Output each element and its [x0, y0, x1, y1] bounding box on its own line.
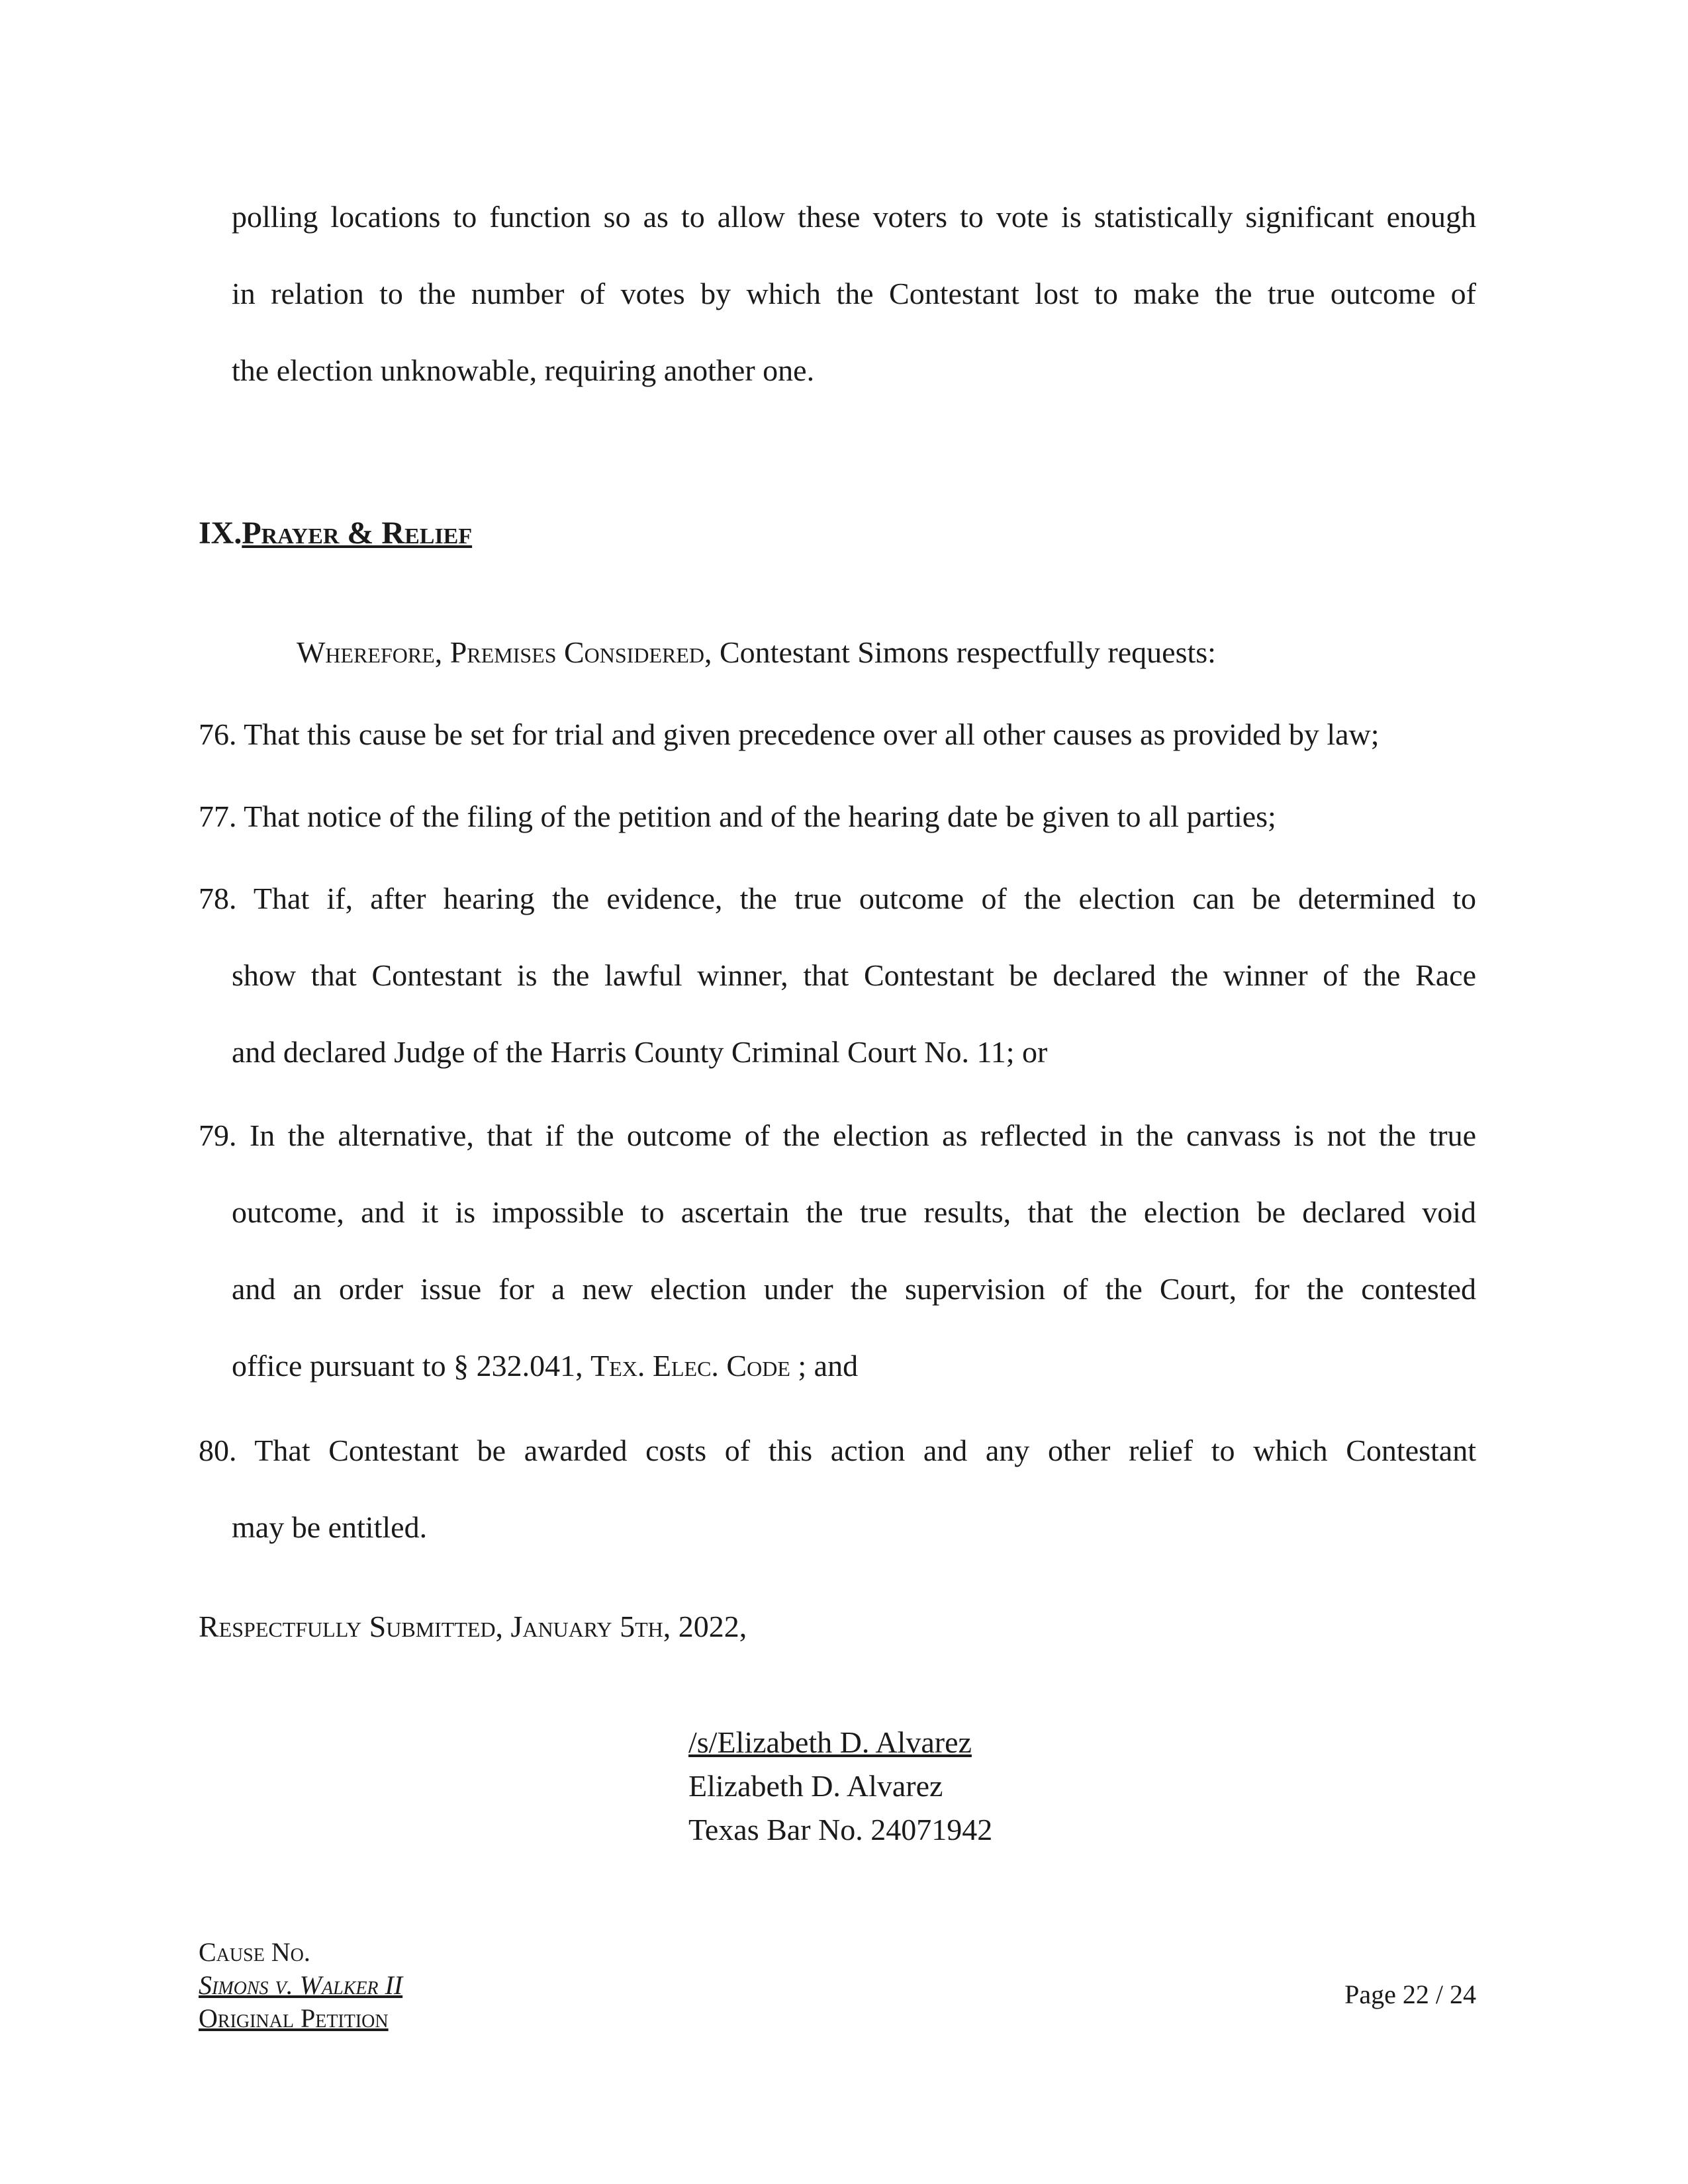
list-item	[199, 1097, 1476, 1404]
list-item	[199, 1412, 1476, 1566]
intro-line	[297, 614, 1216, 691]
item-first-line	[199, 860, 1476, 937]
closing-rest: , 2022,	[663, 1610, 747, 1643]
item-number: 80.	[199, 1433, 237, 1467]
list-item	[199, 696, 1476, 773]
item-first-line	[199, 1412, 1476, 1489]
closing-line	[199, 1588, 747, 1665]
item-line: That Contestant be awarded costs of this action and any other relief to which Contestant	[254, 1433, 1476, 1467]
item-line-after: ; and	[790, 1349, 859, 1383]
section-title: Prayer & Relief	[242, 516, 473, 551]
item-line: That this cause be set for trial and given precedence over all other causes as provided by law;	[244, 717, 1380, 751]
footer	[199, 1936, 402, 2035]
page-number: Page 22 / 24	[1344, 1979, 1476, 2009]
section-number: IX.	[199, 516, 242, 551]
continuation-line: the election unknowable, requiring another one.	[232, 353, 815, 387]
list-item	[199, 860, 1476, 1091]
item-number: 79.	[199, 1118, 237, 1152]
signature-block	[688, 1721, 992, 1852]
item-line: show that Contestant is the lawful winner, that Contestant be declared the winner of the Race	[232, 958, 1476, 992]
item-line-before: office pursuant to § 232.041,	[232, 1349, 591, 1383]
statute-citation: Tex. Elec. Code	[590, 1349, 790, 1383]
signature-line: /s/Elizabeth D. Alvarez	[688, 1725, 972, 1759]
item-first-line	[199, 1097, 1476, 1174]
item-line: and declared Judge of the Harris County Criminal Court No. 11; or	[232, 1035, 1048, 1069]
cause-number: Cause No.	[199, 1937, 310, 1967]
item-last-line	[232, 1328, 1476, 1404]
case-name: Simons v. Walker II	[199, 1970, 403, 2000]
section-heading	[199, 515, 472, 551]
signer-name: Elizabeth D. Alvarez	[688, 1769, 943, 1803]
item-line: outcome, and it is impossible to ascertain the true results, that the election be declared void	[232, 1195, 1476, 1229]
item-number: 76.	[199, 717, 237, 751]
item-number: 78.	[199, 882, 237, 915]
continuation-line: polling locations to function so as to allow these voters to vote is statistically significant enough	[232, 200, 1476, 234]
continuation-paragraph	[232, 179, 1476, 409]
item-line: and an order issue for a new election under the supervision of the Court, for the contested	[232, 1272, 1476, 1306]
closing-prefix: Respectfully Submitted, January 5th	[199, 1610, 663, 1643]
bar-number: Texas Bar No. 24071942	[688, 1813, 993, 1846]
item-number: 77.	[199, 799, 237, 833]
item-line: That notice of the filing of the petition and of the hearing date be given to all parties;	[244, 799, 1276, 833]
item-line: In the alternative, that if the outcome of the election as reflected in the canvass is not the true	[249, 1118, 1476, 1152]
list-item	[199, 778, 1476, 855]
item-line: That if, after hearing the evidence, the true outcome of the election can be determined to	[253, 882, 1476, 915]
document-title: Original Petition	[199, 2003, 389, 2033]
continuation-line: in relation to the number of votes by which the Contestant lost to make the true outcome of	[232, 277, 1476, 310]
item-line: may be entitled.	[232, 1510, 428, 1544]
intro-prefix: Wherefore, Premises Considered	[297, 635, 704, 669]
intro-rest: , Contestant Simons respectfully requests:	[704, 635, 1216, 669]
